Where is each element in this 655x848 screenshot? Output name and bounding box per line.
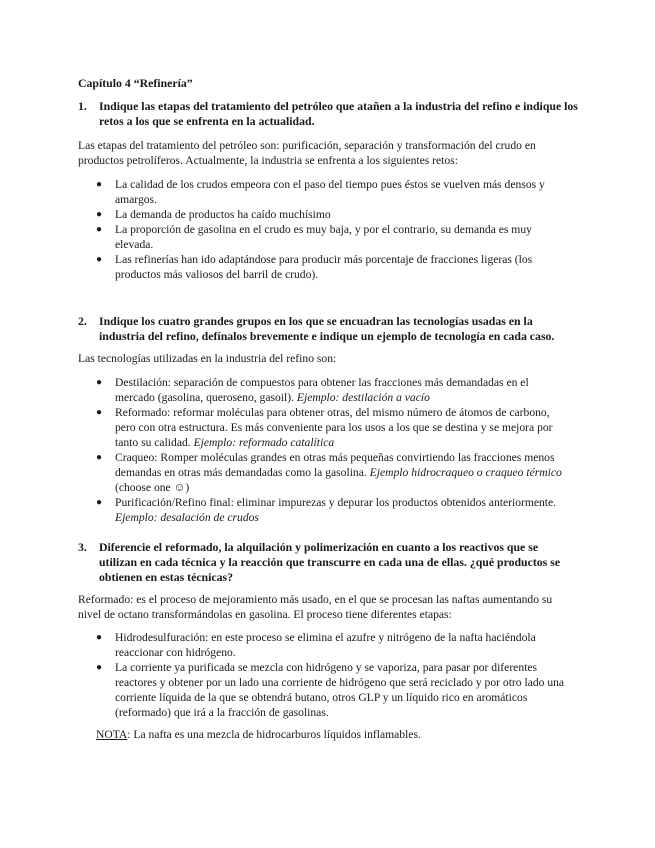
list-item-text: Craqueo: Romper moléculas grandes en otras más pequeñas convirtiendo las fracciones menos demandas en otras más demandadas como la gasolina. [115,451,555,479]
question-text: Indique las etapas del tratamiento del petróleo que atañen a la industria del refino e indique los retos a los que se enfrenta en la actualidad. [99,99,578,128]
list-item [96,405,566,450]
bullet-icon: ● [96,179,103,190]
list-item-text: Las refinerías han ido adaptándose para producir más porcentaje de fracciones ligeras (los productos más valiosos del barril de crudo). [115,253,533,281]
answer-2-intro: Las tecnologías utilizadas en la industria del refino son: [78,352,337,365]
bullet-icon: ● [96,209,103,220]
bullet-icon: ● [96,407,103,418]
bullet-icon: ● [96,452,103,463]
chapter-title: Capítulo 4 “Refinería” [78,76,193,90]
question-1 [78,99,578,129]
list-item [96,630,566,660]
list-item [96,252,566,282]
question-number: 1. [78,99,87,113]
bullet-icon: ● [96,377,103,388]
note [96,727,421,742]
list-item [96,495,566,525]
bullet-icon: ● [96,662,103,673]
list-item-text: Purificación/Refino final: eliminar impurezas y depurar los productos obtenidos anteriormente. [115,496,557,509]
list-item-text: La corriente ya purificada se mezcla con hidrógeno y se vaporiza, para pasar por diferentes reactores y obtener por un lado una corriente de hidrógeno que será reciclado y por otro lado una corriente líquida de la que se obtendrá butano, otros GLP y un líquido rico en aromáticos (reformado) que irá a la fracción de gasolinas. [115,661,565,719]
question-text: Diferencie el reformado, la alquilación y polimerización en cuanto a los reactivos que se utilizan en cada técnica y la reacción que transcurre en cada una de ellas. ¿qué productos se obtienen en estas técnicas? [99,540,561,584]
question-2 [78,314,578,344]
bullet-icon: ● [96,497,103,508]
list-item-text: La calidad de los crudos empeora con el paso del tiempo pues éstos se vuelven más densos y amargos. [115,178,545,206]
answer-1-intro: Las etapas del tratamiento del petróleo son: purificación, separación y transformación del crudo en productos petrolíferos. Actualmente, la industria se enfrenta a los siguientes retos: [78,139,536,167]
list-item [96,660,566,720]
list-item [96,177,566,207]
note-label: NOTA [96,728,128,741]
question-3 [78,540,578,585]
list-item-text: La demanda de productos ha caído muchísimo [115,208,331,221]
answer-3-list [96,630,566,720]
example-text: Ejemplo hidrocraqueo o craqueo térmico [369,466,562,479]
answer-2-list [96,375,566,525]
list-item [96,375,566,405]
example-text: Ejemplo: reformado catalítica [193,436,335,449]
answer-3-intro: Reformado: es el proceso de mejoramiento más usado, en el que se procesan las naftas aumentando su nivel de octano transformándolas en gasolina. El proceso tiene diferentes etapas: [78,593,553,621]
bullet-icon: ● [96,254,103,265]
list-item-text: La proporción de gasolina en el crudo es muy baja, y por el contrario, su demanda es muy elevada. [115,223,532,251]
question-number: 3. [78,540,87,554]
list-item [96,207,566,222]
bullet-icon: ● [96,224,103,235]
list-item-text: Reformado: reformar moléculas para obtener otras, del mismo número de átomos de carbono, pero con otra estructura. Es más conveniente para los usos a los que se destina y se mejora por tanto su calidad. [115,406,553,449]
list-item-text: Destilación: separación de compuestos para obtener las fracciones más demandadas en el mercado (gasolina, queroseno, gasoil). [115,376,529,404]
question-text: Indique los cuatro grandes grupos en los que se encuadran las tecnologías usadas en la industria del refino, defínalos brevemente e indique un ejemplo de tecnología en cada caso. [99,314,555,343]
bullet-icon: ● [96,632,103,643]
answer-1-list [96,177,566,282]
list-item [96,222,566,252]
example-text: Ejemplo: desalación de crudos [115,511,259,524]
note-text: : La nafta es una mezcla de hidrocarburos líquidos inflamables. [127,728,421,741]
list-item: ● Craqueo: Romper moléculas grandes en otras más pequeñas convirtiendo las fracciones menos demandas en otras más demandadas como la gasolina. Ejemplo hidrocraqueo o craqueo térmico (choose one ☺) [96,451,562,494]
example-text: Ejemplo: destilación a vacío [296,391,430,404]
question-number: 2. [78,314,87,328]
list-item-text: Hidrodesulfuración: en este proceso se elimina el azufre y nitrógeno de la nafta haciéndola reaccionar con hidrógeno. [115,631,536,659]
